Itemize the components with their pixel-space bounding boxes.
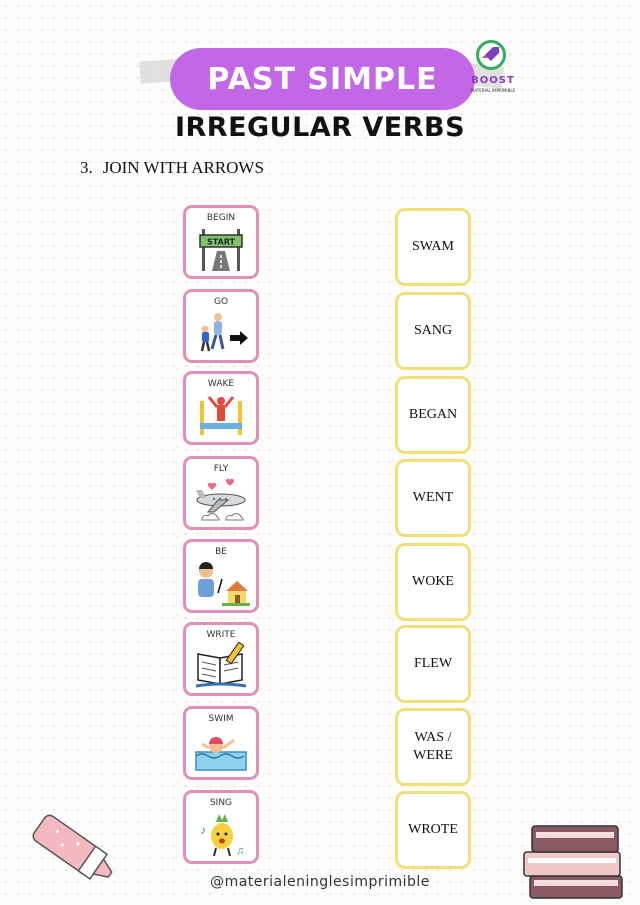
footer-handle: @materialeninglesimprimible [210,874,430,890]
verb-card-swim[interactable] [183,706,259,780]
answer-text: BEGAN [408,406,458,422]
verb-card-go[interactable] [183,289,259,363]
verb-label: BE [215,547,227,557]
person-house-icon [192,559,250,607]
page-title-text: PAST SIMPLE [207,61,438,97]
writing-notebook-icon [192,642,250,690]
singing-icon [192,810,250,858]
answer-text: FLEW [413,655,453,671]
answer-card-woke[interactable] [395,543,471,621]
verb-label: SING [209,798,233,808]
answer-text: WOKE [412,573,454,589]
answer-card-flew[interactable] [395,625,471,703]
answer-text: SANG [413,322,453,338]
logo-tagline: MATERIAL IMPRIMIBLE [470,88,516,93]
start-line-icon [192,225,250,273]
answer-text: SWAM [411,238,454,254]
answer-card-sang[interactable] [395,292,471,370]
verb-card-sing[interactable] [183,790,259,864]
verb-label: WRITE [206,630,236,640]
logo-brand: BOOST [471,75,515,86]
airplane-icon [192,476,250,524]
answer-card-began[interactable] [395,376,471,454]
svg-text:♫: ♫ [236,845,245,857]
answer-text: WENT [412,489,454,505]
page-subtitle: IRREGULAR VERBS [174,112,466,143]
boost-logo [462,38,524,100]
verb-card-begin[interactable] [183,205,259,279]
answer-card-wrote[interactable] [395,791,471,869]
answer-card-swam[interactable] [395,208,471,286]
verb-card-wake[interactable] [183,371,259,445]
answer-card-was-were[interactable] [395,708,471,786]
answer-text: WAS / WERE [413,729,453,763]
instruction-text: JOIN WITH ARROWS [102,158,264,177]
verb-card-write[interactable] [183,622,259,696]
instruction-number: 3. [80,158,93,177]
answer-card-went[interactable] [395,459,471,537]
verb-label: BEGIN [206,213,236,223]
instruction [80,158,264,178]
rocket-icon [476,40,506,70]
verb-label: WAKE [207,379,235,389]
waking-up-icon [192,391,250,439]
walking-people-icon [192,309,250,357]
verb-label: SWIM [208,714,234,724]
svg-text:♪: ♪ [200,823,206,837]
verb-label: FLY [213,464,229,474]
swimming-icon [192,726,250,774]
svg-text:START: START [206,237,236,247]
verb-card-be[interactable] [183,539,259,613]
answer-text: WROTE [408,821,458,837]
page-title [170,48,475,110]
verb-label: GO [213,297,229,307]
verb-card-fly[interactable] [183,456,259,530]
